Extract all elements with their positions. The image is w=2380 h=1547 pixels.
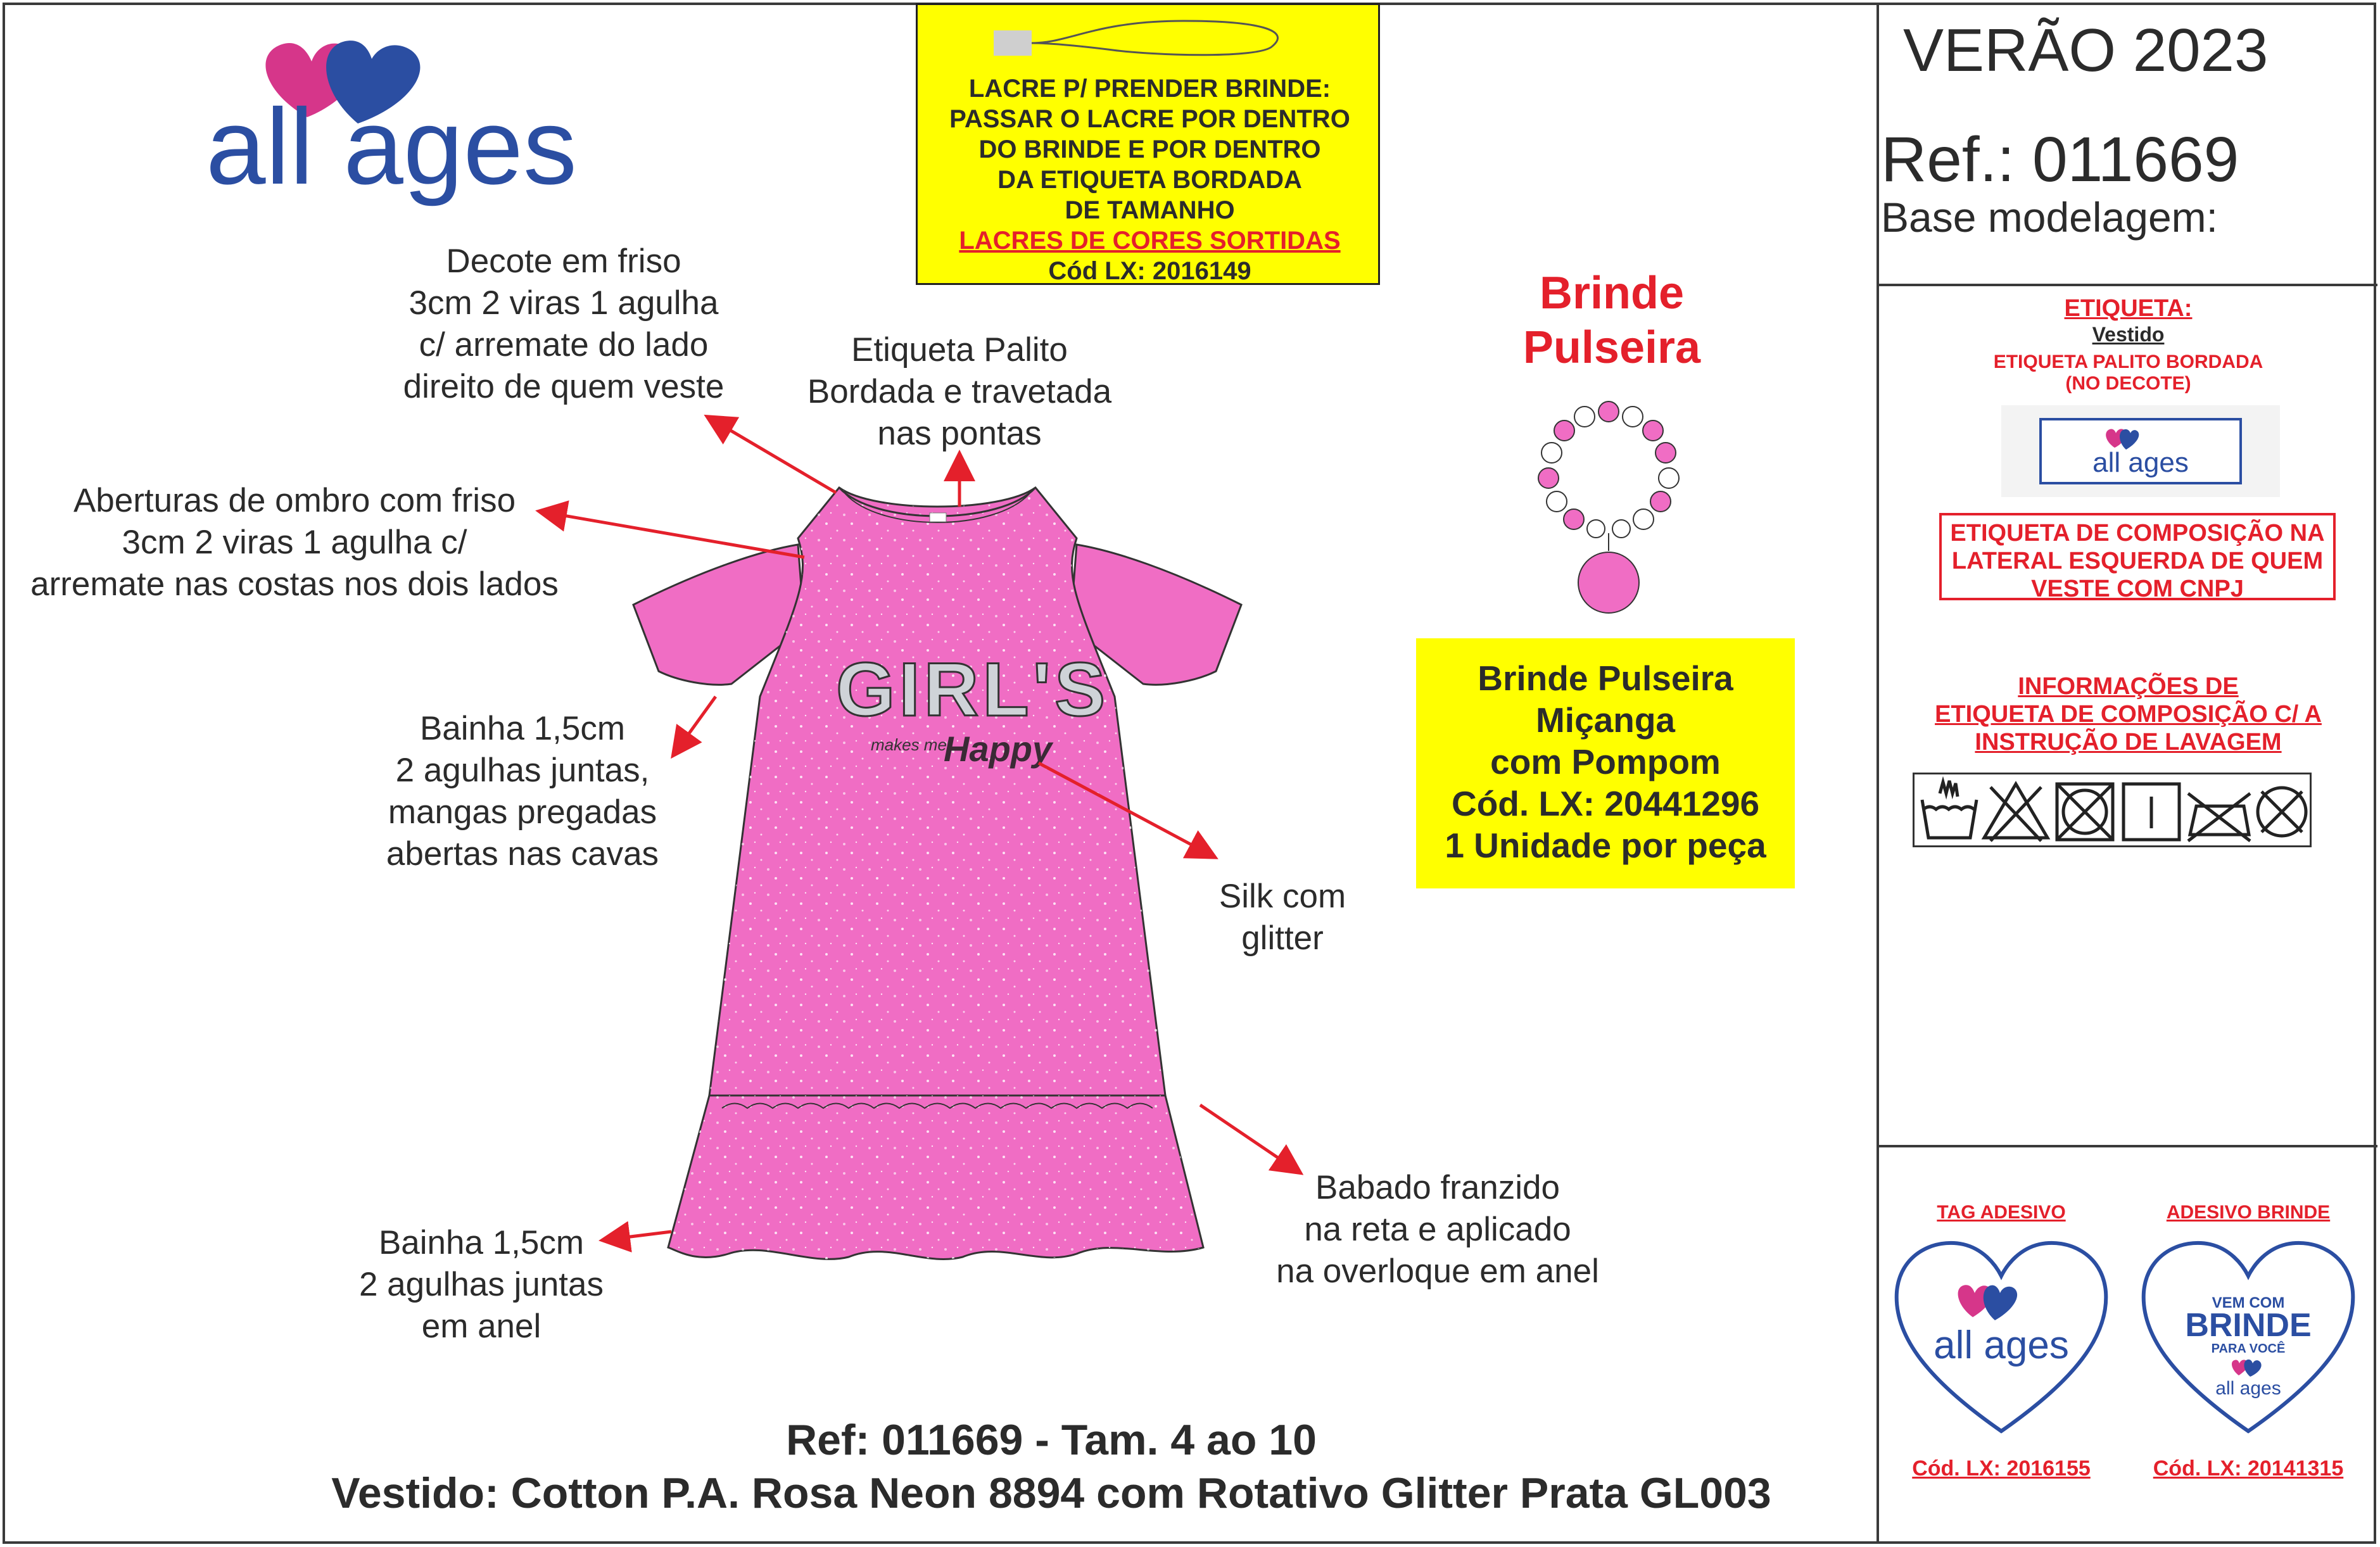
- note-line: Bainha 1,5cm: [419, 710, 626, 747]
- etiqueta-desc-line: (NO DECOTE): [2065, 373, 2191, 394]
- note-line: nas pontas: [877, 415, 1042, 452]
- print-small-text: makes me: [871, 735, 947, 754]
- note-line: Aberturas de ombro com friso: [73, 482, 516, 519]
- composition-info-line: INFORMAÇÕES DE: [2018, 673, 2239, 700]
- arrow-shoulder: [541, 512, 804, 557]
- arrow-sleeve-hem: [674, 697, 716, 754]
- adesivo-brinde-title: ADESIVO BRINDE: [2166, 1202, 2331, 1223]
- footer: [241, 1413, 1862, 1520]
- adesivo-brinde-code: Cód. LX: 20141315: [2153, 1456, 2344, 1481]
- note-line: glitter: [1241, 919, 1324, 957]
- arrow-bottom-hem: [605, 1232, 671, 1240]
- note-line: Etiqueta Palito: [851, 331, 1068, 369]
- seal-code: Cód LX: 2016149: [1048, 257, 1251, 285]
- seal-highlight: LACRES DE CORES SORTIDAS: [959, 227, 1341, 255]
- footer-ref: Ref: 011669 - Tam. 4 ao 10: [786, 1416, 1317, 1464]
- line-dry-icon: [2124, 784, 2179, 840]
- note-line: 3cm 2 viras 1 agulha c/: [122, 524, 467, 561]
- note-line: Babado franzido: [1315, 1169, 1560, 1206]
- no-tumble-dry-icon: [2057, 784, 2113, 840]
- note-line: 3cm 2 viras 1 agulha: [408, 284, 719, 322]
- season-title: VERÃO 2023: [1903, 16, 2269, 84]
- brinde-sub-text: PARA VOCÊ: [2211, 1342, 2286, 1356]
- tag-adesivo-title: TAG ADESIVO: [1937, 1202, 2066, 1223]
- brinde-top-text: VEM COM: [2212, 1294, 2285, 1311]
- wash-hand-icon: [1922, 781, 1977, 838]
- arrow-neckline: [709, 418, 836, 493]
- no-iron-icon: [2188, 793, 2250, 841]
- composition-line: VESTE COM CNPJ: [2031, 576, 2244, 602]
- note-line: na overloque em anel: [1276, 1253, 1599, 1290]
- seal-line-5: DE TAMANHO: [1065, 196, 1235, 224]
- composition-label-box: [1939, 513, 2336, 600]
- note-line: Decote em friso: [446, 243, 681, 280]
- print-main-text: GIRL'S: [836, 647, 1110, 732]
- tag-logo-text: all ages: [1934, 1323, 2069, 1367]
- footer-description: Vestido: Cotton P.A. Rosa Neon 8894 com Rotativo Glitter Prata GL003: [331, 1469, 1771, 1517]
- brinde-logo-text: all ages: [2215, 1378, 2281, 1399]
- note-line: 2 agulhas juntas: [358, 1266, 604, 1303]
- tag-adesivo-heart: [1890, 1235, 2112, 1437]
- gift-info-box: [1416, 638, 1795, 888]
- etiqueta-item: Vestido: [2092, 323, 2165, 346]
- arrow-ruffle: [1200, 1105, 1298, 1171]
- note-line: em anel: [421, 1308, 541, 1345]
- note-line: abertas nas cavas: [386, 835, 659, 873]
- no-dry-clean-icon: [2258, 788, 2306, 836]
- note-line: c/ arremate do lado: [419, 326, 709, 363]
- gift-title-line: Brinde: [1539, 268, 1685, 319]
- arrow-silk: [1039, 763, 1213, 856]
- note-line: Bordada e travetada: [807, 373, 1112, 410]
- gift-info-line: 1 Unidade por peça: [1445, 826, 1766, 865]
- note-line: Bainha 1,5cm: [378, 1224, 585, 1261]
- note-line: direito de quem veste: [403, 368, 725, 405]
- etiqueta-desc: [1879, 351, 2377, 395]
- note-line: Silk com: [1218, 878, 1346, 915]
- gift-title-line: Pulseira: [1522, 322, 1701, 373]
- composition-info: [1879, 672, 2377, 756]
- tag-adesivo-code: Cód. LX: 2016155: [1912, 1456, 2091, 1481]
- bracelet-icon: [1514, 399, 1704, 621]
- seal-line-2: PASSAR O LACRE POR DENTRO: [949, 105, 1350, 133]
- neck-label-preview: [2001, 405, 2280, 497]
- ref-number: Ref.: 011669: [1881, 124, 2239, 195]
- composition-line: LATERAL ESQUERDA DE QUEM: [1951, 548, 2324, 574]
- adesivo-brinde-heart: [2137, 1235, 2359, 1437]
- gift-info-line: Cód. LX: 20441296: [1451, 784, 1760, 823]
- logo-text: all ages: [206, 87, 577, 207]
- base-modelagem: Base modelagem:: [1881, 194, 2218, 241]
- gift-info-line: com Pompom: [1490, 742, 1721, 781]
- gift-info-line: Miçanga: [1535, 700, 1676, 740]
- composition-info-line: ETIQUETA DE COMPOSIÇÃO C/ A: [1935, 701, 2322, 728]
- etiqueta-desc-line: ETIQUETA PALITO BORDADA: [1993, 351, 2263, 372]
- note-line: arremate nas costas nos dois lados: [30, 565, 559, 603]
- label-logo-text: all ages: [2092, 447, 2189, 478]
- gift-info-line: Brinde Pulseira: [1478, 659, 1733, 698]
- print-script-text: Happy: [944, 729, 1053, 769]
- seal-line-1: LACRE P/ PRENDER BRINDE:: [968, 75, 1331, 103]
- composition-line: ETIQUETA DE COMPOSIÇÃO NA: [1950, 520, 2325, 546]
- seal-line-4: DA ETIQUETA BORDADA: [997, 166, 1302, 194]
- no-bleach-icon: [1984, 784, 2048, 841]
- gift-title: [1457, 266, 1767, 375]
- note-line: mangas pregadas: [388, 793, 657, 831]
- note-line: 2 agulhas juntas,: [395, 752, 650, 789]
- seal-line-3: DO BRINDE E POR DENTRO: [978, 136, 1321, 163]
- note-line: na reta e aplicado: [1304, 1211, 1571, 1248]
- composition-info-line: INSTRUÇÃO DE LAVAGEM: [1975, 729, 2282, 755]
- neck-label-border: [2039, 418, 2242, 484]
- care-symbols: [1913, 773, 2312, 847]
- brinde-main-text: BRINDE: [2185, 1307, 2312, 1344]
- etiqueta-title: ETIQUETA:: [2064, 295, 2193, 322]
